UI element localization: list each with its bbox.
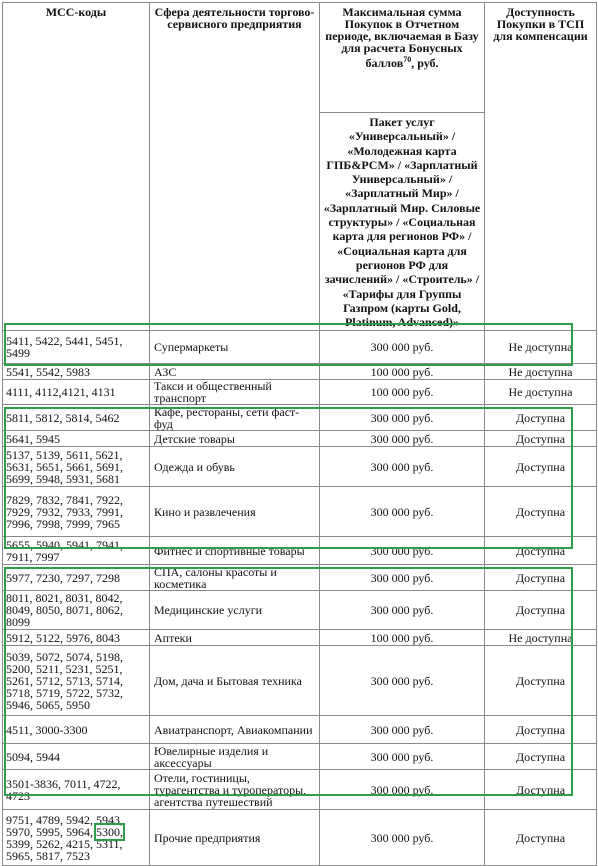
amount: 300 000 руб. [320, 716, 485, 744]
amount: 300 000 руб. [320, 770, 485, 810]
mcc-codes: 3501-3836, 7011, 4722, 4723 [3, 770, 150, 810]
header-mcc-codes: МСС-коды [3, 3, 150, 331]
table-row [3, 646, 597, 716]
table-row [3, 331, 597, 364]
table-row [3, 537, 597, 565]
sphere: Медицинские услуги [150, 591, 320, 630]
table-row [3, 431, 597, 447]
mcc-codes: 5912, 5122, 5976, 8043 [3, 630, 150, 646]
sphere: Одежда и обувь [150, 447, 320, 487]
header-sphere: Сфера деятельности торгово-сервисного предприятия [150, 3, 320, 331]
availability: Доступна [485, 810, 597, 866]
mcc-codes: 4111, 4112,4121, 4131 [3, 380, 150, 405]
sphere: Аптеки [150, 630, 320, 646]
table-row [3, 630, 597, 646]
header-availability: Доступность Покупки в ТСП для компенсации [485, 3, 597, 331]
amount: 300 000 руб. [320, 487, 485, 537]
table-row [3, 447, 597, 487]
amount: 300 000 руб. [320, 565, 485, 591]
mcc-codes: 5641, 5945 [3, 431, 150, 447]
table-row [3, 487, 597, 537]
amount: 300 000 руб. [320, 331, 485, 364]
availability: Доступна [485, 591, 597, 630]
sphere: Отели, гостиницы, турагентства и туроператоры, агентства путешествий [150, 770, 320, 810]
table-row [3, 405, 597, 431]
sphere: Такси и общественный транспорт [150, 380, 320, 405]
sphere: Прочие предприятия [150, 810, 320, 866]
sphere: Фитнес и спортивные товары [150, 537, 320, 565]
amount: 100 000 руб. [320, 380, 485, 405]
mcc-codes: 5811, 5812, 5814, 5462 [3, 405, 150, 431]
availability: Не доступна [485, 380, 597, 405]
mcc-table [2, 2, 597, 866]
amount: 100 000 руб. [320, 630, 485, 646]
sphere: АЗС [150, 364, 320, 380]
availability: Доступна [485, 405, 597, 431]
sphere: СПА, салоны красоты и косметика [150, 565, 320, 591]
amount: 300 000 руб. [320, 405, 485, 431]
amount: 300 000 руб. [320, 744, 485, 770]
table-row [3, 565, 597, 591]
availability: Доступна [485, 744, 597, 770]
mcc-codes: 5977, 7230, 7297, 7298 [3, 565, 150, 591]
availability: Доступна [485, 770, 597, 810]
mcc-codes: 5541, 5542, 5983 [3, 364, 150, 380]
header-max-amount: Максимальная сумма Покупок в Отчетном периоде, включаемая в Базу для расчета Бонусных баллов$^{70}$, руб. [320, 3, 485, 113]
availability: Не доступна [485, 364, 597, 380]
availability: Доступна [485, 716, 597, 744]
availability: Не доступна [485, 331, 597, 364]
mcc-codes: 9751, 4789, 5942, 5943, 5970, 5995, 5964, 5300, 5399, 5262, 4215, 5311, 5965, 5817, 7523 [3, 810, 150, 866]
mcc-codes: 5137, 5139, 5611, 5621, 5631, 5651, 5661, 5691, 5699, 5948, 5931, 5681 [3, 447, 150, 487]
mcc-codes: 5411, 5422, 5441, 5451, 5499 [3, 331, 150, 364]
availability: Доступна [485, 487, 597, 537]
amount: 300 000 руб. [320, 810, 485, 866]
mcc-codes: 5094, 5944 [3, 744, 150, 770]
amount: 300 000 руб. [320, 447, 485, 487]
amount: 300 000 руб. [320, 646, 485, 716]
table-row [3, 591, 597, 630]
sphere: Супермаркеты [150, 331, 320, 364]
mcc-codes: 5039, 5072, 5074, 5198, 5200, 5211, 5231, 5251, 5261, 5712, 5713, 5714, 5718, 5719, 5722, 5732, 5946, 5065, 5950 [3, 646, 150, 716]
amount: 300 000 руб. [320, 591, 485, 630]
table-row [3, 770, 597, 810]
sphere: Кино и развлечения [150, 487, 320, 537]
table-row [3, 716, 597, 744]
table-row [3, 364, 597, 380]
table-row [3, 380, 597, 405]
availability: Доступна [485, 431, 597, 447]
amount: 300 000 руб. [320, 431, 485, 447]
footnote-70: 70 [403, 55, 412, 64]
mcc-codes: 7829, 7832, 7841, 7922, 7929, 7932, 7933, 7991, 7996, 7998, 7999, 7965 [3, 487, 150, 537]
mcc-codes: 8011, 8021, 8031, 8042, 8049, 8050, 8071, 8062, 8099 [3, 591, 150, 630]
table-row [3, 744, 597, 770]
availability: Не доступна [485, 630, 597, 646]
sphere: Ювелирные изделия и аксессуары [150, 744, 320, 770]
sphere: Кафе, рестораны, сети фаст-фуд [150, 405, 320, 431]
amount: 300 000 руб. [320, 537, 485, 565]
availability: Доступна [485, 646, 597, 716]
sphere: Дом, дача и Бытовая техника [150, 646, 320, 716]
availability: Доступна [485, 565, 597, 591]
availability: Доступна [485, 537, 597, 565]
availability: Доступна [485, 447, 597, 487]
highlighted-code: 5300, [96, 824, 123, 839]
mcc-codes: 4511, 3000-3300 [3, 716, 150, 744]
header-packages: Пакет услуг «Универсальный» / «Молодежная карта ГПБ&РСМ» / «Зарплатный Универсальный» / «Зарплатный Мир» / «Зарплатный Мир. Силовые структуры» / «Социальная карта для регионов РФ» / «Социальная карта для регионов РФ для зачислений» / «Строитель» / «Тарифы для Группы Газпром (карты Gold, Platinum, Advanced)» [320, 113, 485, 331]
mcc-codes: 5655, 5940, 5941, 7941, 7911, 7997 [3, 537, 150, 565]
sphere: Авиатранспорт, Авиакомпании [150, 716, 320, 744]
amount: 100 000 руб. [320, 364, 485, 380]
table-row [3, 810, 597, 866]
sphere: Детские товары [150, 431, 320, 447]
